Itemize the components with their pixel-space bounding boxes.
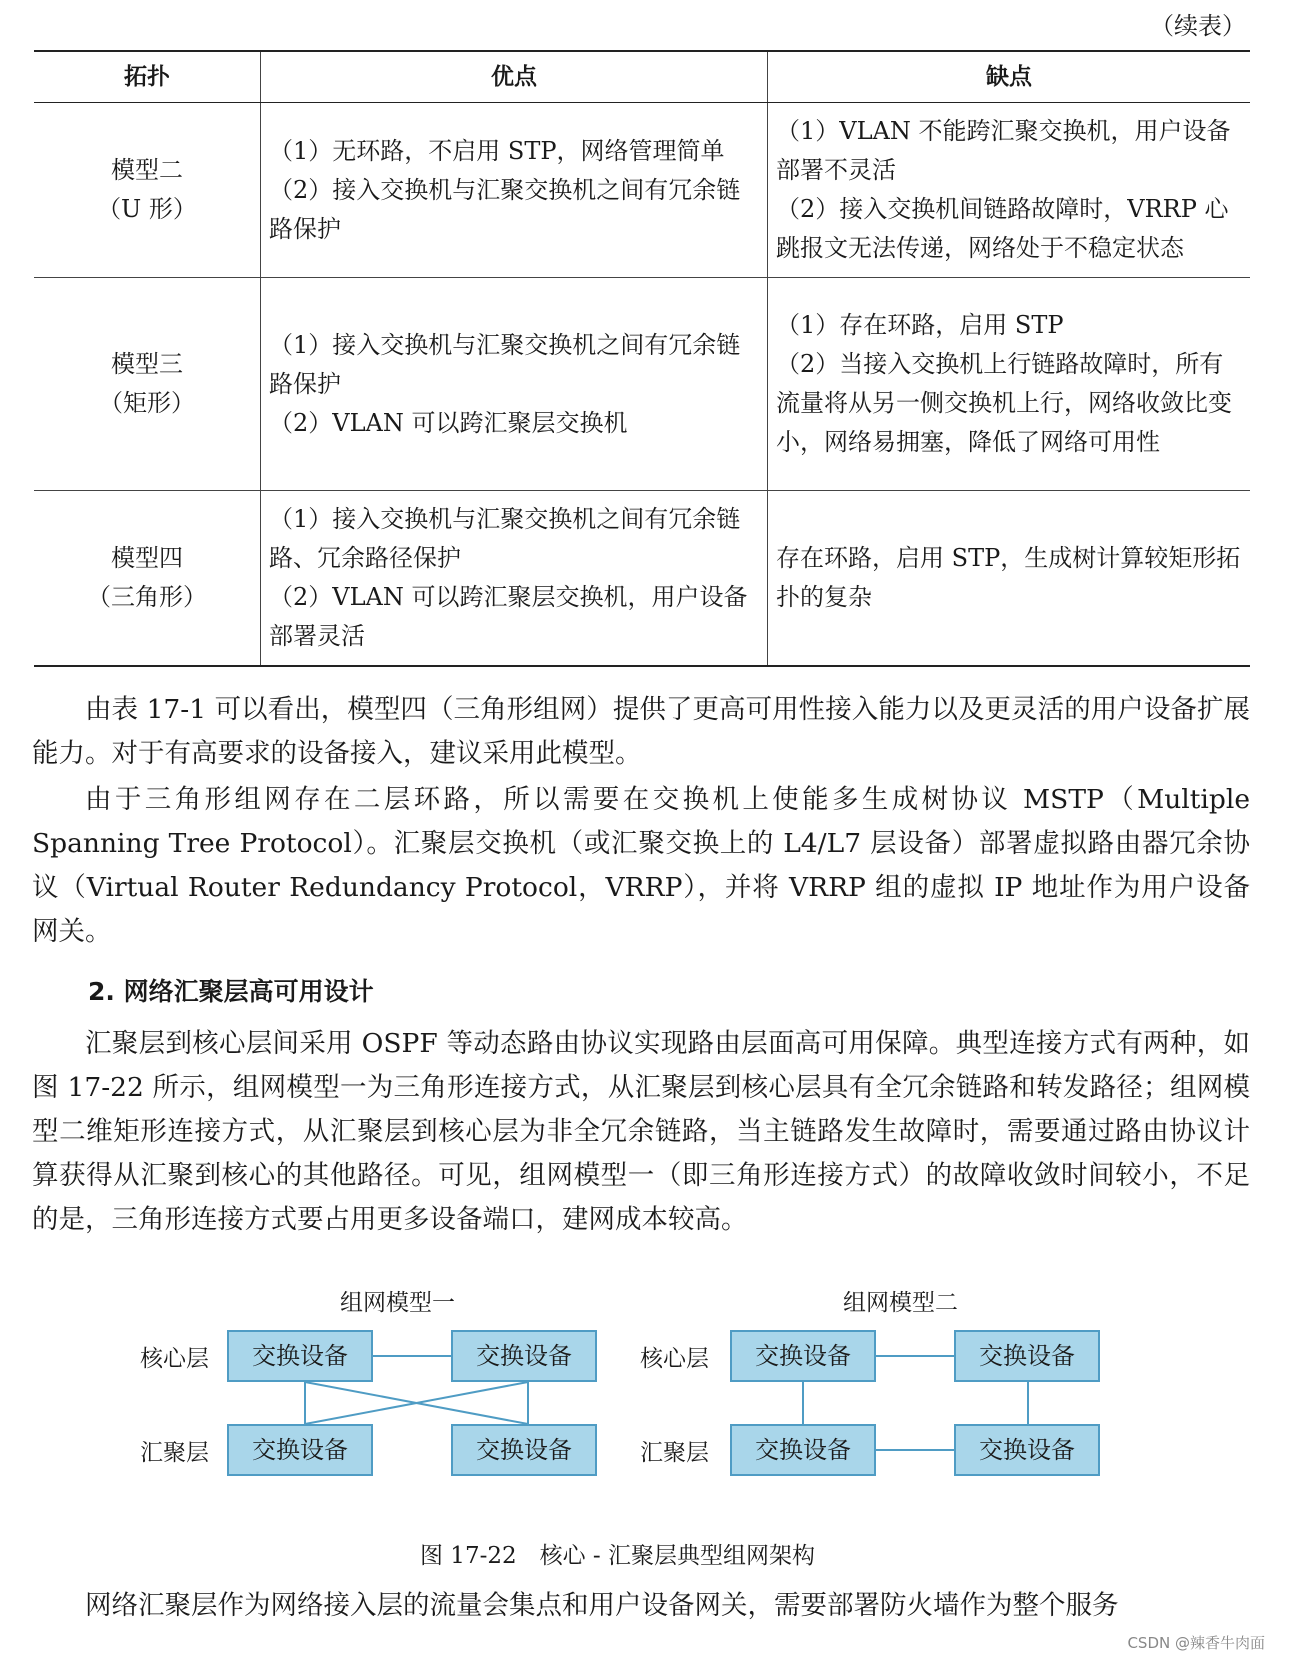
- topology-shape: （U 形）: [97, 195, 197, 223]
- topology-name: 模型四: [111, 544, 183, 572]
- paragraph-summary: 由表 17-1 可以看出，模型四（三角形组网）提供了更高可用性接入能力以及更灵活的用户设备扩展能力。对于有高要求的设备接入，建议采用此模型。: [32, 694, 1250, 769]
- cons-cell: [768, 103, 1251, 278]
- cons-item: （1）VLAN 不能跨汇聚交换机，用户设备部署不灵活: [776, 117, 1231, 184]
- aggregation-layer-label: 汇聚层: [640, 1440, 709, 1466]
- topology-name: 模型三: [111, 350, 183, 378]
- table-header-row: [34, 51, 1250, 103]
- aggregation-layer-label: 汇聚层: [140, 1440, 209, 1466]
- header-topology: 拓扑: [34, 51, 261, 103]
- cons-item: （2）当接入交换机上行链路故障时，所有流量将从另一侧交换机上行，网络收敛比变小，网络易拥塞，降低了网络可用性: [776, 350, 1232, 456]
- topology-table: [34, 50, 1250, 667]
- model-one-title: 组网模型一: [340, 1290, 455, 1316]
- topology-shape: （矩形）: [99, 389, 195, 417]
- switch-device-box: 交换设备: [954, 1330, 1100, 1382]
- continued-label: （续表）: [1150, 12, 1246, 40]
- figure-caption: 图 17-22 核心 - 汇聚层典型组网架构: [420, 1543, 816, 1569]
- table-row: [34, 103, 1250, 278]
- topology-name: 模型二: [111, 156, 183, 184]
- model-two-title: 组网模型二: [843, 1290, 958, 1316]
- cons-item: （1）存在环路，启用 STP: [776, 311, 1064, 339]
- paragraph-firewall: 网络汇聚层作为网络接入层的流量会集点和用户设备网关，需要部署防火墙作为整个服务: [85, 1590, 1119, 1621]
- topology-name-cell: [34, 278, 261, 491]
- header-cons: 缺点: [768, 51, 1251, 103]
- csdn-watermark: CSDN @辣香牛肉面: [1127, 1634, 1265, 1652]
- section-heading: 2. 网络汇聚层高可用设计: [88, 977, 374, 1006]
- core-layer-label: 核心层: [140, 1346, 209, 1372]
- cons-item: （2）接入交换机间链路故障时，VRRP 心跳报文无法传递，网络处于不稳定状态: [776, 195, 1229, 262]
- paragraph-mstp: 由于三角形组网存在二层环路，所以需要在交换机上使能多生成树协议 MSTP（Multiple Spanning Tree Protocol）。汇聚层交换机（或汇聚交换上的 L4/L7 层设备）部署虚拟路由器冗余协议（Virtual Router Redundancy Protocol，VRRP），并将 VRRP 组的虚拟 IP 地址作为用户设备网关。: [32, 784, 1250, 947]
- pros-item: （2）VLAN 可以跨汇聚层交换机: [269, 408, 628, 437]
- switch-device-box: 交换设备: [227, 1424, 373, 1476]
- cons-item: 存在环路，启用 STP，生成树计算较矩形拓扑的复杂: [776, 544, 1241, 611]
- pros-item: （1）接入交换机与汇聚交换机之间有冗余链路保护: [269, 330, 741, 398]
- switch-device-box: 交换设备: [730, 1424, 876, 1476]
- header-pros: 优点: [261, 51, 768, 103]
- cons-cell: [768, 278, 1251, 491]
- switch-device-box: 交换设备: [730, 1330, 876, 1382]
- table-row: [34, 278, 1250, 491]
- switch-device-box: 交换设备: [451, 1424, 597, 1476]
- pros-cell: [261, 491, 768, 667]
- pros-item: （1）无环路，不启用 STP，网络管理简单: [269, 136, 725, 165]
- topology-name-cell: [34, 103, 261, 278]
- pros-item: （2）VLAN 可以跨汇聚层交换机，用户设备部署灵活: [269, 583, 748, 650]
- topology-name-cell: [34, 491, 261, 667]
- table-row: [34, 491, 1250, 667]
- pros-item: （1）接入交换机与汇聚交换机之间有冗余链路、冗余路径保护: [269, 505, 741, 572]
- core-layer-label: 核心层: [640, 1346, 709, 1372]
- cons-cell: [768, 491, 1251, 667]
- pros-item: （2）接入交换机与汇聚交换机之间有冗余链路保护: [269, 175, 741, 243]
- topology-shape: （三角形）: [87, 583, 207, 611]
- switch-device-box: 交换设备: [227, 1330, 373, 1382]
- pros-cell: [261, 103, 768, 278]
- switch-device-box: 交换设备: [954, 1424, 1100, 1476]
- paragraph-aggregation: 汇聚层到核心层间采用 OSPF 等动态路由协议实现路由层面高可用保障。典型连接方式有两种，如图 17-22 所示，组网模型一为三角形连接方式，从汇聚层到核心层具有全冗余链路和转发路径；组网模型二维矩形连接方式，从汇聚层到核心层为非全冗余链路，当主链路发生故障时，需要通过路由协议计算获得从汇聚到核心的其他路径。可见，组网模型一（即三角形连接方式）的故障收敛时间较小，不足的是，三角形连接方式要占用更多设备端口，建网成本较高。: [32, 1028, 1250, 1235]
- switch-device-box: 交换设备: [451, 1330, 597, 1382]
- pros-cell: [261, 278, 768, 491]
